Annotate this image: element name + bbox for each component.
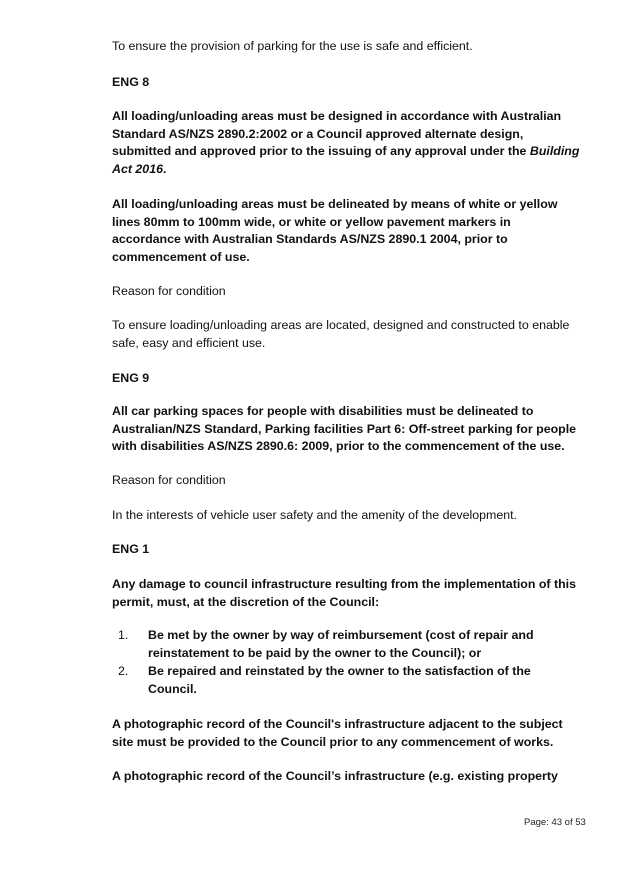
condition-photo-record-1: A photographic record of the Council's infrastructure adjacent to the subject site must be provided to the Council prior to any commencement of works. xyxy=(112,717,563,749)
condition-eng-1-intro: Any damage to council infrastructure resulting from the implementation of this permit, must, at the discretion of the Council: xyxy=(112,577,577,609)
condition-eng-8-design xyxy=(112,108,582,178)
list-item-text: Be met by the owner by way of reimbursement (cost of repair and reinstatement to be paid by the owner to the Council); or xyxy=(148,628,534,660)
reason-heading-1: Reason for condition xyxy=(112,284,226,298)
reason-text-safety: In the interests of vehicle user safety and the amenity of the development. xyxy=(112,508,517,522)
condition-eng-9: All car parking spaces for people with disabilities must be delineated to Australian/NZS Standard, Parking facilities Part 6: Off-street parking for people with disabilities AS/NZS 2890.6: 2009, prior to the commencement of the use. xyxy=(112,404,577,453)
reason-text-loading: To ensure loading/unloading areas are located, designed and constructed to enable safe, easy and efficient use. xyxy=(112,318,570,350)
heading-eng-9: ENG 9 xyxy=(112,371,150,385)
list-item-number: 2. xyxy=(118,664,129,678)
list-item-text: Be repaired and reinstated by the owner to the satisfaction of the Council. xyxy=(148,664,531,696)
condition-eng-8-text: All loading/unloading areas must be designed in accordance with Australian Standard AS/NZS 2890.2:2002 or a Council approved alternate design, submitted and approved prior to the issuing of any approval under the xyxy=(112,109,562,158)
page-number-footer: Page: 43 of 53 xyxy=(524,817,586,828)
condition-eng-8-delineation: All loading/unloading areas must be delineated by means of white or yellow lines 80mm to 100mm wide, or white or yellow pavement markers in accordance with Australian Standards AS/NZS 2890.1 2004, prior to commencement of use. xyxy=(112,197,558,264)
reason-text-parking: To ensure the provision of parking for the use is safe and efficient. xyxy=(112,39,473,53)
condition-eng-8-end: . xyxy=(162,161,167,176)
building-act-title: Building Act 2016 xyxy=(112,144,580,176)
heading-eng-8: ENG 8 xyxy=(112,75,150,89)
list-item-number: 1. xyxy=(118,628,129,642)
reason-heading-2: Reason for condition xyxy=(112,473,226,487)
condition-photo-record-2: A photographic record of the Council’s infrastructure (e.g. existing property xyxy=(112,769,558,783)
heading-eng-1: ENG 1 xyxy=(112,542,150,556)
